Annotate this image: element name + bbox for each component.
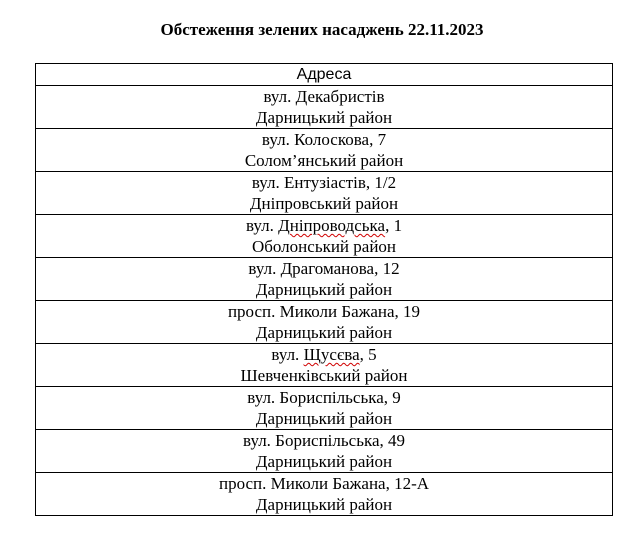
street-text (36, 344, 612, 365)
district-text: Оболонський район (251, 237, 397, 256)
address-cell (36, 344, 613, 387)
address-cell (36, 129, 613, 172)
street-text: вул. Драгоманова, 12 (248, 259, 400, 278)
street-text: вул. Бориспільська, 9 (247, 388, 401, 407)
street-text: вул. Декабристів (263, 87, 385, 106)
district-text: Дарницький район (255, 280, 393, 299)
district-text: Дарницький район (255, 323, 393, 342)
district-text: Дарницький район (255, 495, 393, 514)
table-row (36, 172, 613, 215)
column-header-address: Адреса (36, 64, 613, 86)
district-text: Дарницький район (255, 452, 393, 471)
address-cell (36, 215, 613, 258)
address-cell (36, 172, 613, 215)
table-row (36, 473, 613, 516)
street-prefix: вул. (245, 216, 279, 235)
table-row (36, 430, 613, 473)
table-row (36, 86, 613, 129)
street-text: просп. Миколи Бажана, 19 (227, 302, 421, 321)
address-table (35, 63, 613, 516)
address-cell (36, 86, 613, 129)
table-header-row (36, 64, 613, 86)
district-text: Шевченківський район (240, 366, 408, 385)
address-cell (36, 473, 613, 516)
district-text: Дарницький район (255, 108, 393, 127)
table-row (36, 387, 613, 430)
address-cell (36, 301, 613, 344)
street-prefix: вул. (271, 345, 304, 364)
table-row (36, 215, 613, 258)
spellcheck-flagged-word: Дніпроводська (278, 216, 386, 235)
street-text: вул. Бориспільська, 49 (243, 431, 405, 450)
street-text: вул. Ентузіастів, 1/2 (251, 173, 397, 192)
street-suffix: , 5 (359, 345, 377, 364)
table-row (36, 258, 613, 301)
address-cell (36, 430, 613, 473)
street-text: вул. Колоскова, 7 (261, 130, 387, 149)
spellcheck-flagged-word: Щусєва (303, 345, 360, 364)
district-text: Дніпровський район (249, 194, 399, 213)
document-title: Обстеження зелених насаджень 22.11.2023 (160, 20, 484, 39)
district-text: Дарницький район (255, 409, 393, 428)
street-text (36, 215, 612, 236)
street-suffix: , 1 (385, 216, 403, 235)
street-text: просп. Миколи Бажана, 12-А (218, 474, 430, 493)
table-row (36, 301, 613, 344)
table-row (36, 129, 613, 172)
district-text: Солом’янський район (244, 151, 404, 170)
address-cell (36, 387, 613, 430)
table-row (36, 344, 613, 387)
address-cell (36, 258, 613, 301)
